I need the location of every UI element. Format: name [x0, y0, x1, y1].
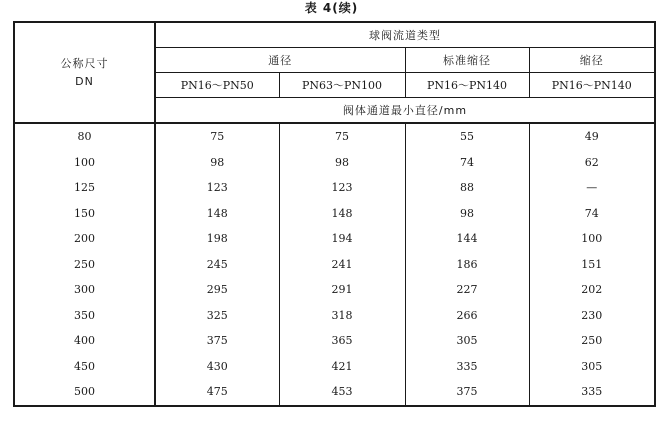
value-cell: 144 — [405, 226, 529, 252]
group-header: 球阀流道类型 — [155, 22, 655, 48]
value-cell: 250 — [529, 328, 655, 354]
value-cell: 375 — [155, 328, 279, 354]
value-cell: 266 — [405, 303, 529, 329]
dn-cell: 300 — [14, 277, 155, 303]
value-cell: 365 — [279, 328, 405, 354]
value-cell: 291 — [279, 277, 405, 303]
dn-cell: 200 — [14, 226, 155, 252]
table-row — [14, 226, 655, 252]
value-cell: 475 — [155, 379, 279, 406]
table-row — [14, 201, 655, 227]
value-cell: 98 — [405, 201, 529, 227]
value-cell: 202 — [529, 277, 655, 303]
value-cell: 305 — [529, 354, 655, 380]
value-cell: 186 — [405, 252, 529, 278]
value-cell: 295 — [155, 277, 279, 303]
dn-cell: 80 — [14, 123, 155, 150]
dn-header-label: 公称尺寸 — [60, 56, 109, 70]
value-cell: 148 — [155, 201, 279, 227]
value-cell: 62 — [529, 150, 655, 176]
table-row — [14, 277, 655, 303]
dn-cell: 450 — [14, 354, 155, 380]
units-header: 阀体通道最小直径/mm — [155, 98, 655, 124]
table-row — [14, 252, 655, 278]
value-cell: 245 — [155, 252, 279, 278]
value-cell: 421 — [279, 354, 405, 380]
value-cell: 74 — [405, 150, 529, 176]
value-cell: 335 — [405, 354, 529, 380]
value-cell: 55 — [405, 123, 529, 150]
value-cell: 98 — [279, 150, 405, 176]
value-cell: — — [529, 175, 655, 201]
pressure-header-3: PN16～PN140 — [405, 73, 529, 98]
value-cell: 75 — [155, 123, 279, 150]
dn-cell: 400 — [14, 328, 155, 354]
table-row — [14, 379, 655, 406]
value-cell: 151 — [529, 252, 655, 278]
value-cell: 123 — [279, 175, 405, 201]
value-cell: 100 — [529, 226, 655, 252]
value-cell: 430 — [155, 354, 279, 380]
dn-cell: 350 — [14, 303, 155, 329]
table-row — [14, 175, 655, 201]
dn-cell: 250 — [14, 252, 155, 278]
pressure-header-1: PN16～PN50 — [155, 73, 279, 98]
value-cell: 230 — [529, 303, 655, 329]
dn-header — [14, 22, 155, 123]
dn-cell: 150 — [14, 201, 155, 227]
value-cell: 98 — [155, 150, 279, 176]
value-cell: 75 — [279, 123, 405, 150]
table-row — [14, 303, 655, 329]
value-cell: 74 — [529, 201, 655, 227]
value-cell: 375 — [405, 379, 529, 406]
value-cell: 227 — [405, 277, 529, 303]
value-cell: 305 — [405, 328, 529, 354]
value-cell: 453 — [279, 379, 405, 406]
type-header-full-bore: 通径 — [155, 48, 405, 73]
valve-bore-table — [13, 21, 656, 407]
value-cell: 49 — [529, 123, 655, 150]
type-header-reduced: 缩径 — [529, 48, 655, 73]
value-cell: 325 — [155, 303, 279, 329]
dn-cell: 100 — [14, 150, 155, 176]
table-row — [14, 150, 655, 176]
table-row — [14, 354, 655, 380]
value-cell: 198 — [155, 226, 279, 252]
value-cell: 88 — [405, 175, 529, 201]
value-cell: 318 — [279, 303, 405, 329]
dn-cell: 500 — [14, 379, 155, 406]
dn-header-symbol: DN — [75, 74, 94, 88]
value-cell: 148 — [279, 201, 405, 227]
table-caption: 表 4(续) — [304, 1, 359, 15]
pressure-header-2: PN63～PN100 — [279, 73, 405, 98]
value-cell: 241 — [279, 252, 405, 278]
table-row — [14, 328, 655, 354]
table-row — [14, 123, 655, 150]
value-cell: 123 — [155, 175, 279, 201]
value-cell: 194 — [279, 226, 405, 252]
type-header-standard-reduced: 标准缩径 — [405, 48, 529, 73]
table-body — [14, 123, 655, 406]
pressure-header-4: PN16～PN140 — [529, 73, 655, 98]
dn-cell: 125 — [14, 175, 155, 201]
value-cell: 335 — [529, 379, 655, 406]
